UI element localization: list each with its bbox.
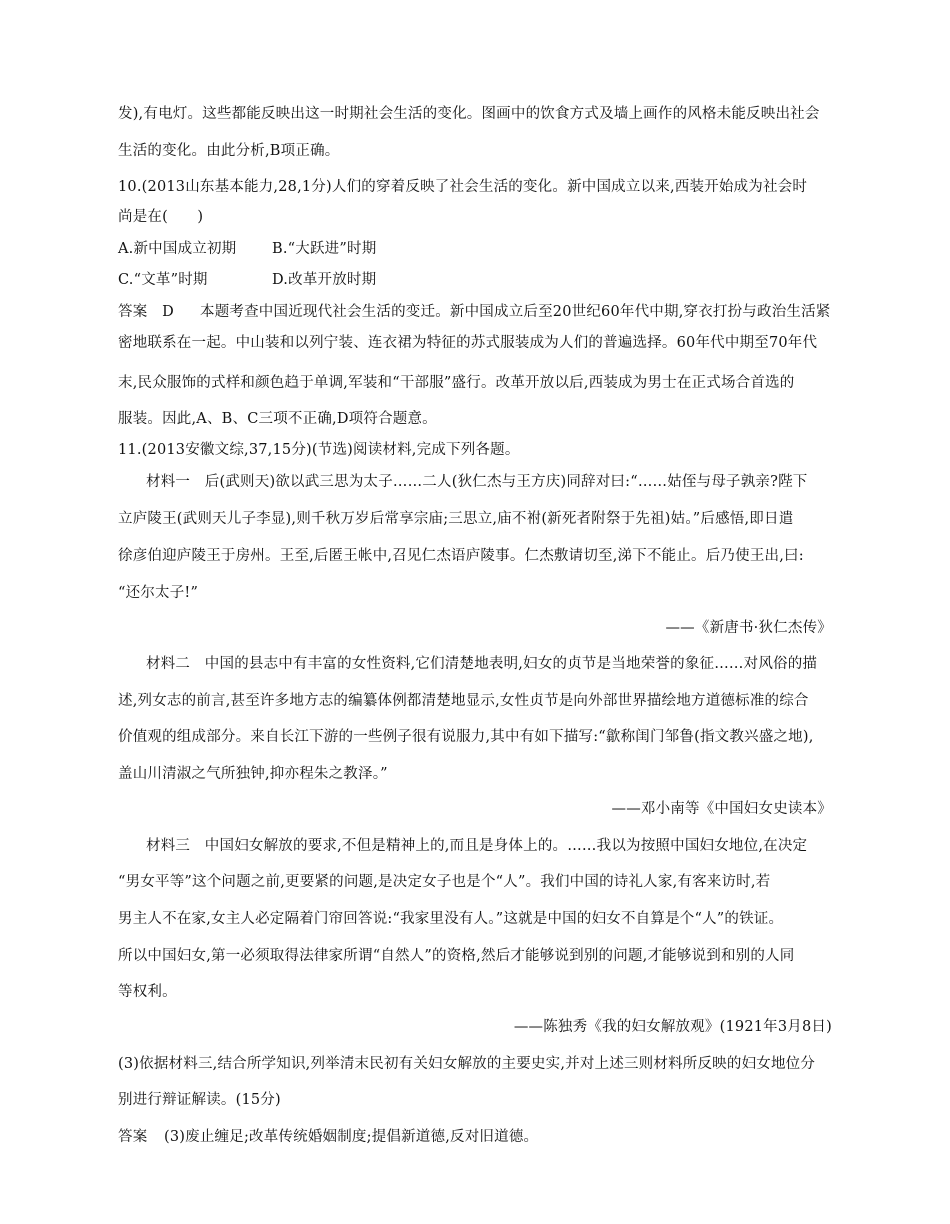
material-2-line-4: 盖山川清淑之气所独钟,抑亦程朱之教泽。”	[118, 766, 388, 782]
option-c: C.“文革”时期	[118, 272, 208, 288]
material-2-line-2: 述,列女志的前言,甚至许多地方志的编纂体例都清楚地显示,女性贞节是向外部世界描绘地方道德标准的综合	[118, 693, 809, 709]
material-1-line-1: 材料一 后(武则天)欲以武三思为太子……二人(狄仁杰与王方庆)同辞对曰:“……姑侄与母子孰亲?陛下	[146, 474, 808, 490]
answer-text: (3)废止缠足;改革传统婚姻制度;提倡新道德,反对旧道德。	[164, 1129, 539, 1145]
answer-text: 本题考查中国近现代社会生活的变迁。新中国成立后至20世纪60年代中期,穿衣打扮与政治生活紧	[200, 304, 831, 320]
prev-answer-line-2: 生活的变化。由此分析,B项正确。	[118, 143, 340, 159]
question-11-stem: 11.(2013安徽文综,37,15分)(节选)阅读材料,完成下列各题。	[118, 442, 520, 458]
answer-label: 答案 D	[118, 304, 174, 320]
material-3-source: ——陈独秀《我的妇女解放观》(1921年3月8日)	[513, 1019, 832, 1035]
question-10-answer	[118, 302, 831, 322]
question-11-answer	[118, 1127, 538, 1147]
material-1-source: ——《新唐书·狄仁杰传》	[665, 620, 832, 636]
question-10-answer-line-4: 服装。因此,A、B、C三项不正确,D项符合题意。	[118, 411, 437, 427]
question-10-answer-line-3: 末,民众服饰的式样和颜色趋于单调,军装和“干部服”盛行。改革开放以后,西装成为男士在正式场合首选的	[118, 375, 795, 391]
sub-question-3-cont: 别进行辩证解读。(15分)	[118, 1092, 281, 1108]
option-d: D.改革开放时期	[272, 272, 377, 288]
option-a: A.新中国成立初期	[118, 241, 237, 257]
material-3-line-1: 材料三 中国妇女解放的要求,不但是精神上的,而且是身体上的。……我以为按照中国妇女地位,在决定	[146, 838, 808, 854]
material-1-line-3: 徐彦伯迎庐陵王于房州。王至,后匿王帐中,召见仁杰语庐陵事。仁杰敷请切至,涕下不能止。后乃使王出,曰:	[118, 548, 804, 564]
material-2-source: ——邓小南等《中国妇女史读本》	[611, 801, 832, 817]
material-3-line-5: 等权利。	[118, 984, 177, 1000]
material-3-line-4: 所以中国妇女,第一必须取得法律家所谓“自然人”的资格,然后才能够说到别的问题,才能够说到和别的人同	[118, 948, 795, 964]
question-10-answer-line-2: 密地联系在一起。中山装和以列宁装、连衣裙为特征的苏式服装成为人们的普遍选择。60年代中期至70年代	[118, 335, 818, 351]
material-2-line-3: 价值观的组成部分。来自长江下游的一些例子很有说服力,其中有如下描写:“歙称闺门邹鲁(指文教兴盛之地),	[118, 729, 814, 745]
question-10-stem-cont: 尚是在( )	[118, 209, 204, 225]
prev-answer-line-1: 发),有电灯。这些都能反映出这一时期社会生活的变化。图画中的饮食方式及墙上画作的风格未能反映出社会	[118, 106, 820, 122]
sub-question-3: (3)依据材料三,结合所学知识,列举清末民初有关妇女解放的主要史实,并对上述三则材料所反映的妇女地位分	[118, 1056, 816, 1072]
material-3-line-3: 男主人不在家,女主人必定隔着门帘回答说:“我家里没有人。”这就是中国的妇女不自算是个“人”的铁证。	[118, 911, 784, 927]
material-1-line-2: 立庐陵王(武则天儿子李显),则千秋万岁后常享宗庙;三思立,庙不祔(新死者附祭于先祖)姑。”后感悟,即日遣	[118, 511, 794, 527]
answer-label: 答案	[118, 1129, 148, 1145]
material-3-line-2: “男女平等”这个问题之前,更要紧的问题,是决定女子也是个“人”。我们中国的诗礼人家,有客来访时,若	[118, 874, 771, 890]
material-2-line-1: 材料二 中国的县志中有丰富的女性资料,它们清楚地表明,妇女的贞节是当地荣誉的象征……对风俗的描	[146, 656, 818, 672]
option-b: B.“大跃进”时期	[272, 241, 377, 257]
question-10-stem: 10.(2013山东基本能力,28,1分)人们的穿着反映了社会生活的变化。新中国成立以来,西装开始成为社会时	[118, 179, 808, 195]
material-1-line-4: “还尔太子!”	[118, 585, 199, 601]
